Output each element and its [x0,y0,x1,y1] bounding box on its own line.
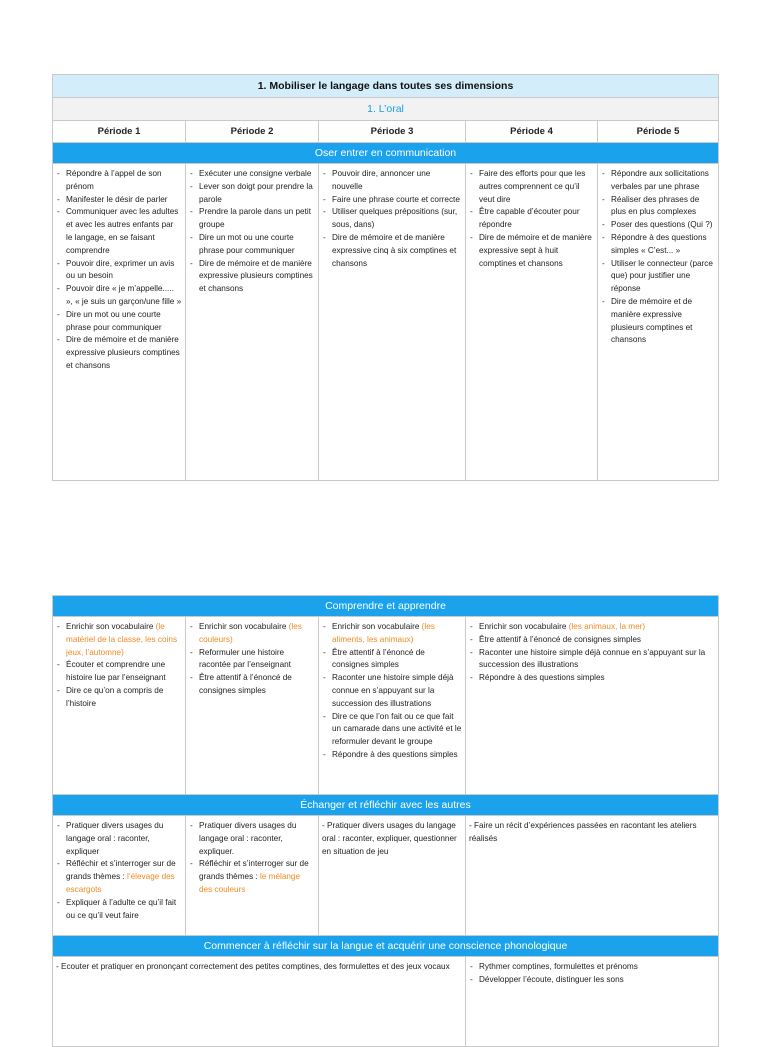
list-item: - Répondre à l’appel de son prénom [56,168,182,194]
list-item: - Raconter une histoire simple déjà connue en s’appuyant sur la succession des illustrations [322,672,462,710]
list-item: - Enrichir son vocabulaire (les animaux, la mer) [469,621,715,634]
list-item: - Expliquer à l’adulte ce qu’il fait ou ce qu’il veut faire [56,897,182,923]
oser-period-5 [598,164,719,481]
list-item: - Être attentif à l’énoncé de consignes simples [189,672,315,698]
comprendre-period-2 [186,617,319,795]
list-item: - Enrichir son vocabulaire (les couleurs) [189,621,315,647]
list-item: - Lever son doigt pour prendre la parole [189,181,315,207]
phono-period-4-5 [466,957,719,1047]
list-item: - Poser des questions (Qui ?) [601,219,715,232]
list-item: - Utiliser quelques prépositions (sur, sous, dans) [322,206,462,232]
list-item: - Répondre à des questions simples [322,749,462,762]
list-item: - Répondre aux sollicitations verbales par une phrase [601,168,715,194]
list-item: - Enrichir son vocabulaire (les aliments, les animaux) [322,621,462,647]
list-item: - Pratiquer divers usages du langage oral : raconter, expliquer [56,820,182,858]
list-item: - Pouvoir dire, annoncer une nouvelle [322,168,462,194]
list-item: - Communiquer avec les adultes et avec les autres enfants par le langage, en se faisant comprendre [56,206,182,257]
list-item: - Raconter une histoire simple déjà connue en s’appuyant sur la succession des illustrations [469,647,715,673]
echanger-heading: Échanger et réfléchir avec les autres [53,795,719,816]
list-item: - Exécuter une consigne verbale [189,168,315,181]
list-item: - Pouvoir dire « je m’appelle..... », « je suis un garçon/une fille » [56,283,182,309]
section-subtitle: 1. L’oral [53,98,719,121]
list-item: - Dire un mot ou une courte phrase pour communiquer [56,309,182,335]
list-item: - Être attentif à l’énoncé de consignes simples [322,647,462,673]
echanger-period-4-5: - Faire un récit d’expériences passées en racontant les ateliers réalisés [466,816,719,936]
period-4-header: Période 4 [466,121,598,143]
list-item: - Dire ce que l’on fait ou ce que fait un camarade dans une activité et le reformuler devant le groupe [322,711,462,749]
list-item: - Manifester le désir de parler [56,194,182,207]
list-item: - Répondre à des questions simples [469,672,715,685]
oser-period-1 [53,164,186,481]
period-2-header: Période 2 [186,121,319,143]
list-item: - Dire de mémoire et de manière expressive plusieurs comptines et chansons [189,258,315,296]
list-item: - Être attentif à l’énoncé de consignes simples [469,634,715,647]
echanger-period-3: - Pratiquer divers usages du langage oral : raconter, expliquer, questionner en situation de jeu [319,816,466,936]
list-item: - Réfléchir et s’interroger sur de grands thèmes : l’élevage des escargots [56,858,182,896]
period-1-header: Période 1 [53,121,186,143]
list-item: - Pouvoir dire, exprimer un avis ou un besoin [56,258,182,284]
list-item: - Enrichir son vocabulaire (le matériel de la classe, les coins jeux, l’automne) [56,621,182,659]
echanger-period-1 [53,816,186,936]
list-item: - Écouter et comprendre une histoire lue par l’enseignant [56,659,182,685]
comprendre-period-4-5 [466,617,719,795]
period-5-header: Période 5 [598,121,719,143]
echanger-period-2 [186,816,319,936]
list-item: - Reformuler une histoire racontée par l’enseignant [189,647,315,673]
list-item: - Faire des efforts pour que les autres comprennent ce qu’il veut dire [469,168,594,206]
list-item: - Être capable d’écouter pour répondre [469,206,594,232]
oser-period-2 [186,164,319,481]
list-item: - Dire ce qu’on a compris de l’histoire [56,685,182,711]
list-item: - Faire une phrase courte et correcte [322,194,462,207]
comprendre-period-3 [319,617,466,795]
list-item: - Dire de mémoire et de manière expressive cinq à six comptines et chansons [322,232,462,270]
list-item: - Dire de mémoire et de manière expressive plusieurs comptines et chansons [56,334,182,372]
list-item: - Rythmer comptines, formulettes et prénoms [469,961,715,974]
oser-period-3 [319,164,466,481]
list-item: - Dire de mémoire et de manière expressive plusieurs comptines et chansons [601,296,715,347]
comprendre-period-1 [53,617,186,795]
list-item: - Réfléchir et s’interroger sur de grands thèmes : le mélange des couleurs [189,858,315,896]
list-item: - Dire de mémoire et de manière expressive sept à huit comptines et chansons [469,232,594,270]
list-item: - Prendre la parole dans un petit groupe [189,206,315,232]
list-item: - Répondre à des questions simples « C’est... » [601,232,715,258]
list-item: - Développer l’écoute, distinguer les sons [469,974,715,987]
list-item: - Réaliser des phrases de plus en plus complexes [601,194,715,220]
list-item: - Pratiquer divers usages du langage oral : raconter, expliquer. [189,820,315,858]
comprendre-heading: Comprendre et apprendre [53,596,719,617]
phono-heading: Commencer à réfléchir sur la langue et acquérir une conscience phonologique [53,936,719,957]
oral-table [52,74,719,481]
oser-period-4 [466,164,598,481]
list-item: - Dire un mot ou une courte phrase pour communiquer [189,232,315,258]
period-3-header: Période 3 [319,121,466,143]
phono-period-1-3: - Ecouter et pratiquer en prononçant correctement des petites comptines, des formulettes et des jeux vocaux [53,957,466,1047]
list-item: - Utiliser le connecteur (parce que) pour justifier une réponse [601,258,715,296]
oser-heading: Oser entrer en communication [53,143,719,164]
comprendre-table [52,595,719,1047]
page-title: 1. Mobiliser le langage dans toutes ses dimensions [53,75,719,98]
